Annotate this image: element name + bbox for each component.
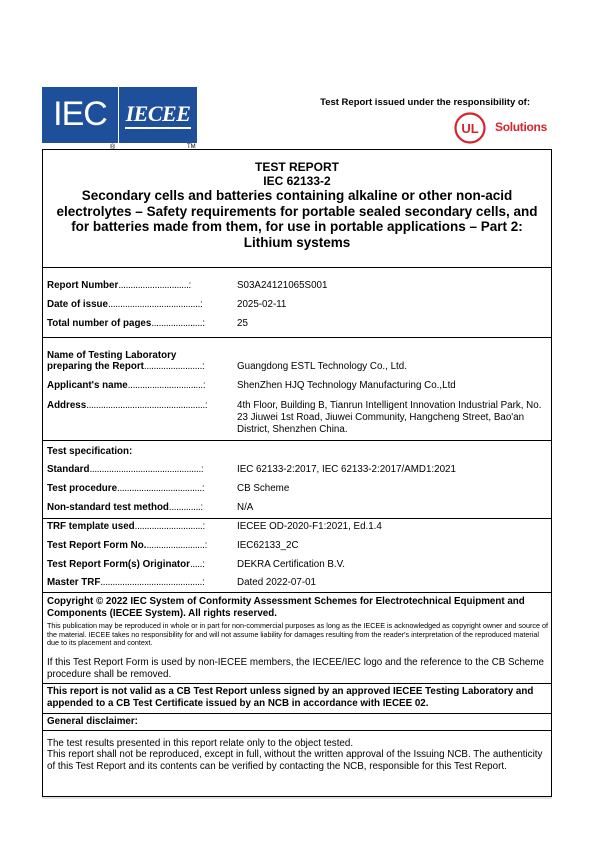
nonstandard-value: N/A xyxy=(237,502,254,513)
divider xyxy=(43,713,551,714)
standard-label: Standard xyxy=(47,464,90,475)
form-no-label: Test Report Form No. xyxy=(47,540,147,551)
form-no-value: IEC62133_2C xyxy=(237,540,299,551)
iecee-logo xyxy=(119,87,197,149)
originator-label: Test Report Form(s) Originator xyxy=(47,559,190,570)
divider xyxy=(43,440,551,441)
lab-label-line2: preparing the Report xyxy=(47,361,144,372)
non-member-notice: If this Test Report Form is used by non-IECEE members, the IECEE/IEC logo and the reference to the CB Scheme procedure shall be removed. xyxy=(47,657,544,680)
address-value: 4th Floor, Building B, Tianrun Intelligent Innovation Industrial Park, No. 23 Jiuwei 1st Road, Jiuwei Community, Hangcheng Street, Bao'an District, Shenzhen China. xyxy=(237,400,542,435)
iec-logo-box xyxy=(42,87,118,143)
procedure-label: Test procedure xyxy=(47,483,118,494)
originator-value: DEKRA Certification B.V. xyxy=(237,559,345,570)
ul-logo-icon xyxy=(454,112,486,144)
trf-template-label: TRF template used xyxy=(47,521,135,532)
pages-label: Total number of pages xyxy=(47,318,152,329)
registered-mark: ® xyxy=(110,144,116,151)
report-number-label: Report Number xyxy=(47,280,119,291)
divider xyxy=(43,337,551,338)
lab-name-value: Guangdong ESTL Technology Co., Ltd. xyxy=(237,361,407,372)
nonstandard-label: Non-standard test method xyxy=(47,502,169,513)
divider xyxy=(43,267,551,268)
address-label: Address xyxy=(47,400,87,411)
divider xyxy=(43,518,551,519)
copyright-notice: Copyright © 2022 IEC System of Conformity Assessment Schemes for Electrotechnical Equipment and Components (IECEE System). All rights reserved. xyxy=(47,596,525,619)
disclaimer-text-1: The test results presented in this report relate only to the object tested. xyxy=(47,738,354,749)
report-frame: TEST REPORT IEC 62133-2 Secondary cells and batteries containing alkaline or other non-acid electrolytes – Safety requirements for portable sealed secondary cells, and for batteries made from them, for use in portable applications – Part 2: Lithium systems Report Number.............................: S03A24121065S001 Date of issue......................................: 2025-02-11 Total number of pages.....................: 25 Name of Testing Laboratory preparing the Report........................: Guangdong ESTL Technology Co., Ltd. Applicant's name...............................: ShenZhen HJQ Technology Manufacturing Co.,Ltd Address.................................................: 4th Floor, Building B, Tianrun Intelligent Innovation Industrial Park, No. 23 Jiuwei 1st Road, Jiuwei Community, Hangcheng Street, Bao'an District, Shenzhen China. Test specification: Standard..............................................: IEC 62133-2:2017, IEC 62133-2:2017/AMD1:2021 Test procedure...................................: CB Scheme Non-standard test method.............: N/A TRF template used............................: IECEE OD-2020-F1:2021, Ed.1.4 Test Report Form No.........................: IEC62133_2C Test Report Form(s) Originator.....: DEKRA Certification B.V. Master TRF..........................................: Dated 2022-07-01 Copyright © 2022 IEC System of Conformity Assessment Schemes for Electrotechnical Equipment and Components (IECEE System). All rights reserved. This publication may be reproduced in whole or in part for non-commercial purposes as long as the IECEE is acknowledged as copyright owner and source of the material. IECEE takes no responsibility for and will not assume liability for damages resulting from the reader's interpretation of the reproduced material due to its placement and context. If this Test Report Form is used by non-IECEE members, the IECEE/IEC logo and the reference to the CB Scheme procedure shall be removed. This report is not valid as a CB Test Report unless signed by an approved IECEE Testing Laboratory and appended to a CB Test Certificate issued by an NCB in accordance with IECEE 02. General disclaimer: The test results presented in this report relate only to the object tested. This report shall not be reproduced, except in full, without the written approval of the Issuing NCB. The authenticity of this Test Report and its contents can be verified by contacting the NCB, responsible for this Test Report. xyxy=(42,149,552,797)
report-number-value: S03A24121065S001 xyxy=(237,280,328,291)
disclaimer-heading: General disclaimer: xyxy=(47,716,138,727)
bottom-rule xyxy=(42,796,552,799)
applicant-label: Applicant's name xyxy=(47,380,128,391)
iec-logo xyxy=(42,87,118,149)
pages-value: 25 xyxy=(237,318,248,329)
date-value: 2025-02-11 xyxy=(237,299,287,310)
standard-full-title: Secondary cells and batteries containing alkaline or other non-acid electrolytes – Safety requirements for portable sealed secondary cells, and for batteries made from them, for use in portable applications – Part 2: Lithium systems xyxy=(56,188,538,250)
master-trf-label: Master TRF xyxy=(47,577,101,588)
applicant-value: ShenZhen HJQ Technology Manufacturing Co.,Ltd xyxy=(237,380,456,391)
iecee-logo-text: IECEE xyxy=(125,101,191,126)
trademark-mark: TM xyxy=(187,144,196,150)
ul-solutions-text: Solutions xyxy=(495,120,547,134)
iecee-logo-box xyxy=(119,87,197,143)
divider xyxy=(43,683,551,684)
date-label: Date of issue xyxy=(47,299,108,310)
master-trf-value: Dated 2022-07-01 xyxy=(237,577,316,588)
validity-notice: This report is not valid as a CB Test Report unless signed by an approved IECEE Testing Laboratory and appended to a CB Test Certificate issued by an NCB in accordance with IECEE 02. xyxy=(47,686,534,709)
standard-value: IEC 62133-2:2017, IEC 62133-2:2017/AMD1:2021 xyxy=(237,464,456,475)
test-spec-heading: Test specification: xyxy=(47,446,133,457)
lab-label-line1: Name of Testing Laboratory xyxy=(47,350,177,361)
iecee-logo-underline xyxy=(125,127,191,129)
report-title: TEST REPORT xyxy=(254,160,339,174)
reproduction-notice: This publication may be reproduced in whole or in part for non-commercial purposes as long as the IECEE is acknowledged as copyright owner and source of the material. IECEE takes no responsibility for and will not assume liability for damages resulting from the reader's interpretation of the reproduced material due to its placement and context. xyxy=(47,621,548,648)
responsibility-statement: Test Report issued under the responsibility of: xyxy=(320,97,530,108)
standard-title: IEC 62133-2 xyxy=(263,174,331,188)
trf-template-value: IECEE OD-2020-F1:2021, Ed.1.4 xyxy=(237,521,382,532)
iec-logo-text: IEC xyxy=(53,95,107,133)
disclaimer-text-2: This report shall not be reproduced, except in full, without the written approval of the Issuing NCB. The authenticity of this Test Report and its contents can be verified by contacting the NCB, responsible for this Test Report. xyxy=(47,749,543,772)
divider xyxy=(43,592,551,593)
procedure-value: CB Scheme xyxy=(237,483,290,494)
divider xyxy=(43,730,551,731)
ul-logo-text: UL xyxy=(461,121,479,136)
